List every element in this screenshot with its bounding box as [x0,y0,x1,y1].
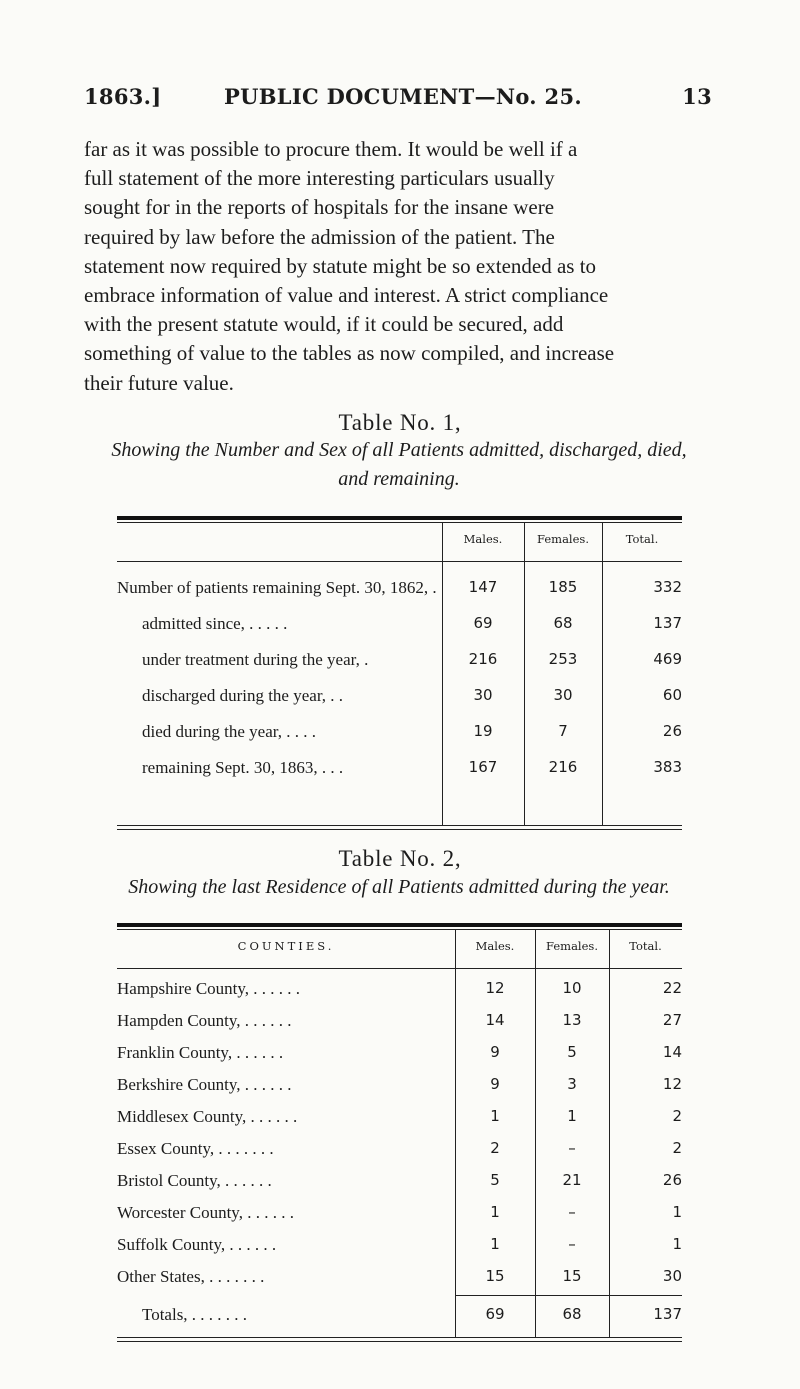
cell-males: 12 [485,979,505,997]
table1-header-total: Total. [625,532,659,546]
table1-subtitle-line2: and remaining. [338,468,460,490]
cell-males: 30 [473,686,493,704]
table1-bottom-rule [117,825,682,826]
paragraph-line: embrace information of value and interest. A strict compliance [84,283,609,308]
table-row [117,650,682,674]
table1-header-males: Males. [463,532,503,546]
cell-males: 9 [490,1043,500,1061]
table-row [117,758,682,782]
table1-top-rule [117,516,682,520]
row-label: under treatment during the year, . [142,650,369,669]
cell-males: 19 [473,722,493,740]
cell-females: – [568,1139,576,1157]
cell-males: 69 [473,614,493,632]
table1-top-rule-thin [117,522,682,523]
paragraph-line: their future value. [84,370,234,395]
table-row [117,979,682,1003]
row-label: discharged during the year, . . [142,686,344,705]
table-row [117,1075,682,1099]
cell-total: 2 [672,1107,682,1125]
table-row [117,1011,682,1035]
row-label: remaining Sept. 30, 1863, . . . [142,758,344,777]
table2-bottom-rule [117,1341,682,1342]
cell-females: 253 [548,650,578,668]
cell-females: 21 [562,1171,582,1189]
table-row [117,722,682,746]
table-row [117,1267,682,1291]
cell-males: 216 [468,650,498,668]
total-females: 68 [562,1305,582,1323]
table2-header-females: Females. [546,939,598,953]
table2-header-rule [117,968,682,969]
cell-total: 1 [672,1235,682,1253]
cell-males: 14 [485,1011,505,1029]
totals-rule [455,1295,682,1296]
row-label: Middlesex County, . . . . . . [117,1107,298,1126]
table-row [117,1107,682,1131]
paragraph-line: something of value to the tables as now compiled, and increase [84,341,615,366]
header-title: PUBLIC DOCUMENT—No. 25. [224,84,582,109]
cell-total: 1 [672,1203,682,1221]
body-paragraph [84,135,714,398]
table1 [117,516,682,831]
table1-subtitle-line1: Showing the Number and Sex of all Patients admitted, discharged, died, [111,439,687,461]
table2-header-total: Total. [629,939,662,953]
cell-females: – [568,1235,576,1253]
paragraph-line: with the present statute would, if it could be secured, add [84,312,564,337]
paragraph-line: statement now required by statute might be so extended as to [84,253,597,278]
row-label: Other States, . . . . . . . [117,1267,265,1286]
page-number: 13 [682,84,712,109]
cell-males: 2 [490,1139,500,1157]
table-row [117,1043,682,1067]
row-label: Suffolk County, . . . . . . [117,1235,277,1254]
paragraph-line: far as it was possible to procure them. It would be well if a [84,137,578,161]
table-row [117,578,682,602]
cell-total: 60 [662,686,682,704]
cell-males: 167 [468,758,498,776]
table-row [117,614,682,638]
row-label: Hampden County, . . . . . . [117,1011,292,1030]
cell-females: 10 [562,979,582,997]
cell-females: 216 [548,758,578,776]
table-row [117,686,682,710]
table-row [117,1203,682,1227]
row-label: died during the year, . . . . [142,722,316,741]
row-label: Hampshire County, . . . . . . [117,979,301,998]
cell-total: 383 [653,758,682,776]
table-row [117,1171,682,1195]
cell-males: 1 [490,1107,500,1125]
cell-females: 7 [558,722,568,740]
cell-males: 9 [490,1075,500,1093]
row-label: Bristol County, . . . . . . [117,1171,272,1190]
cell-total: 137 [653,614,682,632]
total-males: 69 [485,1305,505,1323]
table2 [117,923,682,1348]
cell-total: 12 [662,1075,682,1093]
paragraph-line: sought for in the reports of hospitals for the insane were [84,195,555,220]
row-label: Berkshire County, . . . . . . [117,1075,292,1094]
table-row [117,1235,682,1259]
cell-total: 22 [662,979,682,997]
cell-males: 5 [490,1171,500,1189]
cell-females: 185 [548,578,578,596]
table2-bottom-rule [117,1337,682,1338]
row-label: Essex County, . . . . . . . [117,1139,274,1158]
header-year: 1863.] [84,84,162,109]
table1-header-females: Females. [537,532,589,546]
cell-females: 13 [562,1011,582,1029]
cell-females: 1 [567,1107,577,1125]
totals-row [117,1305,682,1329]
table1-title: Table No. 1, [338,410,462,435]
running-header [84,84,712,120]
cell-females: 3 [567,1075,577,1093]
cell-females: 15 [562,1267,582,1285]
cell-total: 27 [662,1011,682,1029]
table2-title: Table No. 2, [338,846,462,871]
cell-females: 30 [553,686,573,704]
cell-females: 5 [567,1043,577,1061]
cell-total: 469 [653,650,682,668]
table2-subtitle: Showing the last Residence of all Patients admitted during the year. [128,876,670,898]
paragraph-line: full statement of the more interesting particulars usually [84,166,555,191]
table1-bottom-rule [117,829,682,830]
cell-males: 147 [468,578,498,596]
row-label: admitted since, . . . . . [142,614,288,633]
row-label: Franklin County, . . . . . . [117,1043,284,1062]
cell-females: 68 [553,614,573,632]
total-total: 137 [653,1305,682,1323]
table1-header-rule [117,561,682,562]
row-label: Worcester County, . . . . . . [117,1203,294,1222]
totals-label: Totals, . . . . . . . [142,1305,248,1324]
row-label: Number of patients remaining Sept. 30, 1862, . [117,578,437,597]
cell-males: 15 [485,1267,505,1285]
cell-total: 30 [662,1267,682,1285]
cell-females: – [568,1203,576,1221]
cell-males: 1 [490,1203,500,1221]
cell-males: 1 [490,1235,500,1253]
cell-total: 26 [662,1171,682,1189]
cell-total: 332 [653,578,682,596]
table2-top-rule-thin [117,929,682,930]
table2-header-counties: COUNTIES. [237,939,335,953]
table2-top-rule [117,923,682,927]
cell-total: 14 [662,1043,682,1061]
table-row [117,1139,682,1163]
cell-total: 26 [662,722,682,740]
table2-header-males: Males. [475,939,515,953]
paragraph-line: required by law before the admission of the patient. The [84,224,555,249]
cell-total: 2 [672,1139,682,1157]
